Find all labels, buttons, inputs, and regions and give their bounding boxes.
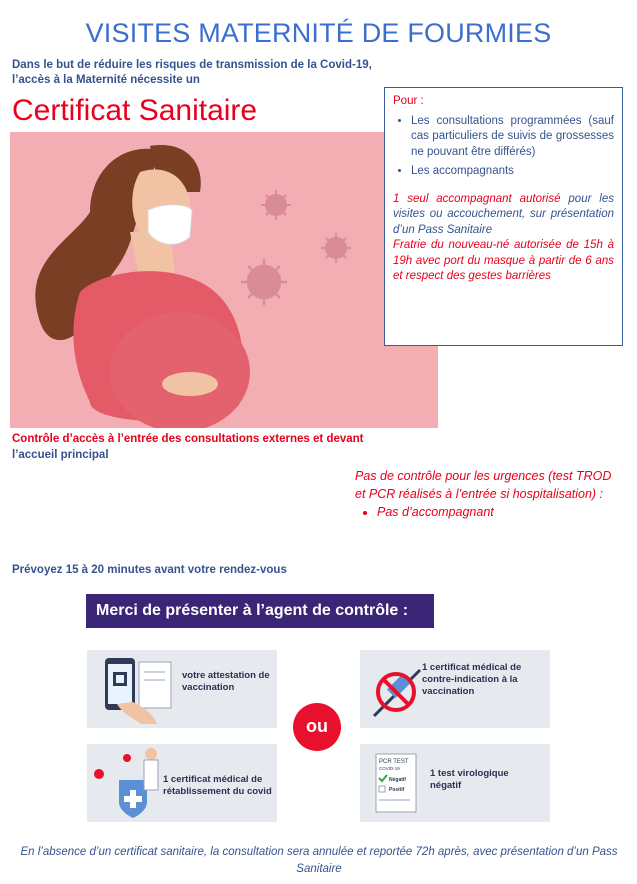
test-document-icon (370, 750, 422, 818)
siblings-rule: Fratrie du nouveau-né autorisée de 15h à 19h avec port du masque à partir de 6 ans et respect des gestes barrières (393, 239, 614, 282)
test-doc-negative: Négatif (389, 777, 406, 783)
illustration-svg (10, 132, 438, 428)
requirement-box (384, 87, 623, 346)
list-item: • Les accompagnants (411, 164, 614, 180)
footer-notice: En l’absence d’un certificat sanitaire, la consultation sera annulée et reportée 72h après, avec présentation d’un Pass Sanitaire (20, 846, 618, 875)
recovery-label: 1 certificat médical de rétablissement du covid (163, 774, 272, 797)
option-card-contraindication (360, 650, 550, 728)
emergency-text: Pas de contrôle pour les urgences (test TROD et PCR réalisés à l’entrée si hospitalisation) : (355, 469, 612, 501)
certificate-heading: Certificat Sanitaire (12, 94, 258, 127)
test-doc-positive: Positif (389, 787, 405, 793)
no-vaccine-icon (366, 654, 428, 724)
access-line-1: Contrôle d’accès à l’entrée des consultations externes et devant (12, 433, 364, 445)
virus-icon (261, 190, 291, 220)
access-line-2: l’accueil principal (12, 449, 109, 461)
companion-limit: 1 seul accompagnant autorisé (393, 192, 561, 205)
doctor-shield-icon (89, 744, 163, 822)
or-separator: ou (293, 703, 341, 751)
virus-icon (321, 233, 351, 263)
test-label: 1 test virologique négatif (430, 768, 509, 791)
option-card-vaccination (87, 650, 277, 728)
virus-icon (241, 259, 287, 305)
pregnant-woman-illustration (10, 132, 438, 428)
access-control-text (12, 431, 402, 463)
option-card-test (360, 744, 550, 822)
requirement-heading: Pour : (393, 95, 424, 107)
arrival-notice: Prévoyez 15 à 20 minutes avant votre rendez-vous (12, 564, 287, 576)
emergency-note (355, 467, 625, 521)
phone-attestation-icon (97, 654, 177, 726)
intro-text (12, 58, 402, 88)
intro-line-2: l’accès à la Maternité nécessite un (12, 74, 200, 86)
list-item: • Les consultations programmées (sauf cas particuliers de suivis de grossesses ne pouvant être différés) (411, 114, 614, 161)
list-item: • Pas d’accompagnant (377, 503, 625, 521)
companion-condition: pour les visites ou accouchement, sur présentation d’un Pass Sanitaire (393, 192, 615, 236)
instruction-banner: Merci de présenter à l’agent de contrôle : (86, 594, 434, 628)
companion-rule (393, 192, 614, 239)
test-doc-header: PCR TEST (379, 759, 409, 765)
page-title: VISITES MATERNITÉ DE FOURMIES (85, 18, 552, 48)
emergency-list (355, 503, 625, 521)
intro-line-1: Dans le but de réduire les risques de transmission de la Covid-19, (12, 59, 372, 71)
vaccination-label: votre attestation de vaccination (182, 670, 270, 693)
option-card-recovery (87, 744, 277, 822)
contraindication-label: 1 certificat médical de contre-indication à la vaccination (422, 662, 522, 697)
requirement-list (393, 114, 614, 180)
test-doc-subtitle: COVID-19 (379, 766, 400, 771)
